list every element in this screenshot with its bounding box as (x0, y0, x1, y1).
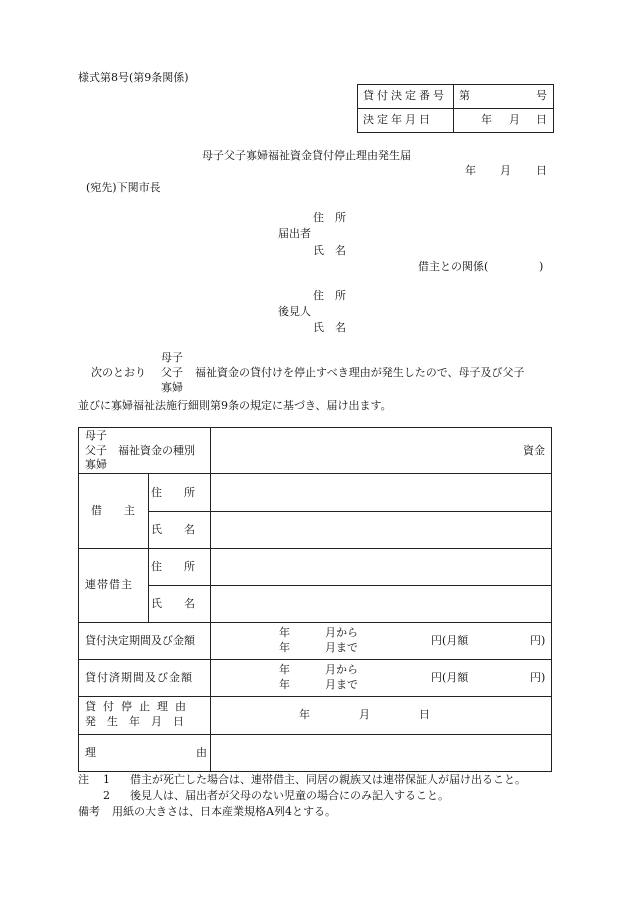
repaid-month-to: 月まで (325, 678, 358, 691)
repaid-yen-monthly: 円(月額 (431, 671, 469, 684)
fund-suffix: 資金 (523, 444, 545, 457)
notifier-name-label: 氏 名 (313, 244, 346, 257)
note2-text: 後見人は、届出者が父母のない児童の場合にのみ記入すること。 (130, 789, 449, 802)
repaid-month-from: 月から (325, 663, 358, 676)
note1-text: 借主が死亡した場合は、連帯借主、同居の親族又は連帯保証人が届け出ること。 (130, 773, 526, 786)
repaid-year-from: 年 (279, 663, 290, 676)
notifier-relation-label: 借主との関係( (418, 260, 489, 273)
decision-box (357, 84, 554, 133)
decided-year-from: 年 (279, 626, 290, 639)
addressee: (宛先)下関市長 (86, 181, 161, 194)
decided-yen-monthly: 円(月額 (431, 634, 469, 647)
body-line1: 福祉資金の貸付けを停止すべき理由が発生したので、母子及び父子 (195, 366, 525, 379)
reason-label-2: 由 (196, 746, 207, 759)
co-borrower-name-label: 氏 名 (151, 597, 195, 610)
decision-number-go: 号 (536, 89, 547, 102)
stop-reason-label-2: 発生年月日 (85, 715, 195, 728)
submit-year: 年 (465, 164, 476, 177)
co-borrower-label: 連帯借主 (85, 578, 133, 591)
decided-month-from: 月から (325, 626, 358, 639)
note1-num: 1 (103, 773, 110, 786)
note2-num: 2 (103, 789, 110, 802)
decided-year-to: 年 (279, 641, 290, 654)
borrower-name-label: 氏 名 (151, 523, 195, 536)
fund-stack-1: 母子 (85, 429, 107, 442)
fund-stack-2: 父子 (85, 444, 107, 457)
body-stack-1: 母子 (161, 351, 183, 364)
decided-month-to: 月まで (325, 641, 358, 654)
repaid-period-label: 貸付済期間及び金額 (85, 671, 193, 684)
remark-text: 用紙の大きさは、日本産業規格A列4とする。 (112, 805, 336, 818)
decided-period-label: 貸付決定期間及び金額 (85, 634, 195, 647)
notifier-relation-close: ) (539, 260, 544, 273)
stop-month: 月 (359, 708, 370, 721)
decision-number-label: 貸付決定番号 (363, 89, 447, 102)
body-lead: 次のとおり (91, 366, 146, 379)
submit-month: 月 (500, 164, 511, 177)
repaid-year-to: 年 (279, 678, 290, 691)
decision-number-dai: 第 (459, 89, 470, 102)
stop-reason-label-1: 貸付停止理由 (85, 700, 193, 713)
decision-day: 日 (536, 113, 547, 126)
remark-prefix: 備考 (78, 805, 100, 818)
decision-month: 月 (509, 113, 520, 126)
decision-date-label: 決定年月日 (363, 113, 433, 126)
borrower-address-label: 住 所 (151, 486, 195, 499)
stop-year: 年 (299, 708, 310, 721)
repaid-yen-close: 円) (530, 671, 546, 684)
form-id: 様式第8号(第9条関係) (78, 71, 189, 84)
decided-yen-close: 円) (530, 634, 546, 647)
decision-year: 年 (481, 113, 492, 126)
main-table (78, 427, 552, 772)
guardian-role-label: 後見人 (278, 305, 311, 318)
reason-label-1: 理 (85, 746, 96, 759)
body-stack-3: 寡婦 (161, 381, 183, 394)
borrower-label: 借 主 (91, 504, 135, 517)
co-borrower-address-label: 住 所 (151, 560, 195, 573)
fund-type-label: 福祉資金の種別 (118, 444, 195, 457)
fund-stack-3: 寡婦 (85, 458, 107, 471)
note-prefix: 注 (78, 773, 89, 786)
notifier-role-label: 届出者 (278, 227, 311, 240)
guardian-name-label: 氏 名 (313, 321, 346, 334)
notifier-address-label: 住 所 (313, 211, 346, 224)
guardian-address-label: 住 所 (313, 289, 346, 302)
stop-day: 日 (419, 708, 430, 721)
submit-day: 日 (536, 164, 547, 177)
body-line2: 並びに寡婦福祉法施行細則第9条の規定に基づき、届け出ます。 (78, 399, 392, 412)
page-title: 母子父子寡婦福祉資金貸付停止理由発生届 (202, 149, 411, 162)
body-stack-2: 父子 (161, 366, 183, 379)
